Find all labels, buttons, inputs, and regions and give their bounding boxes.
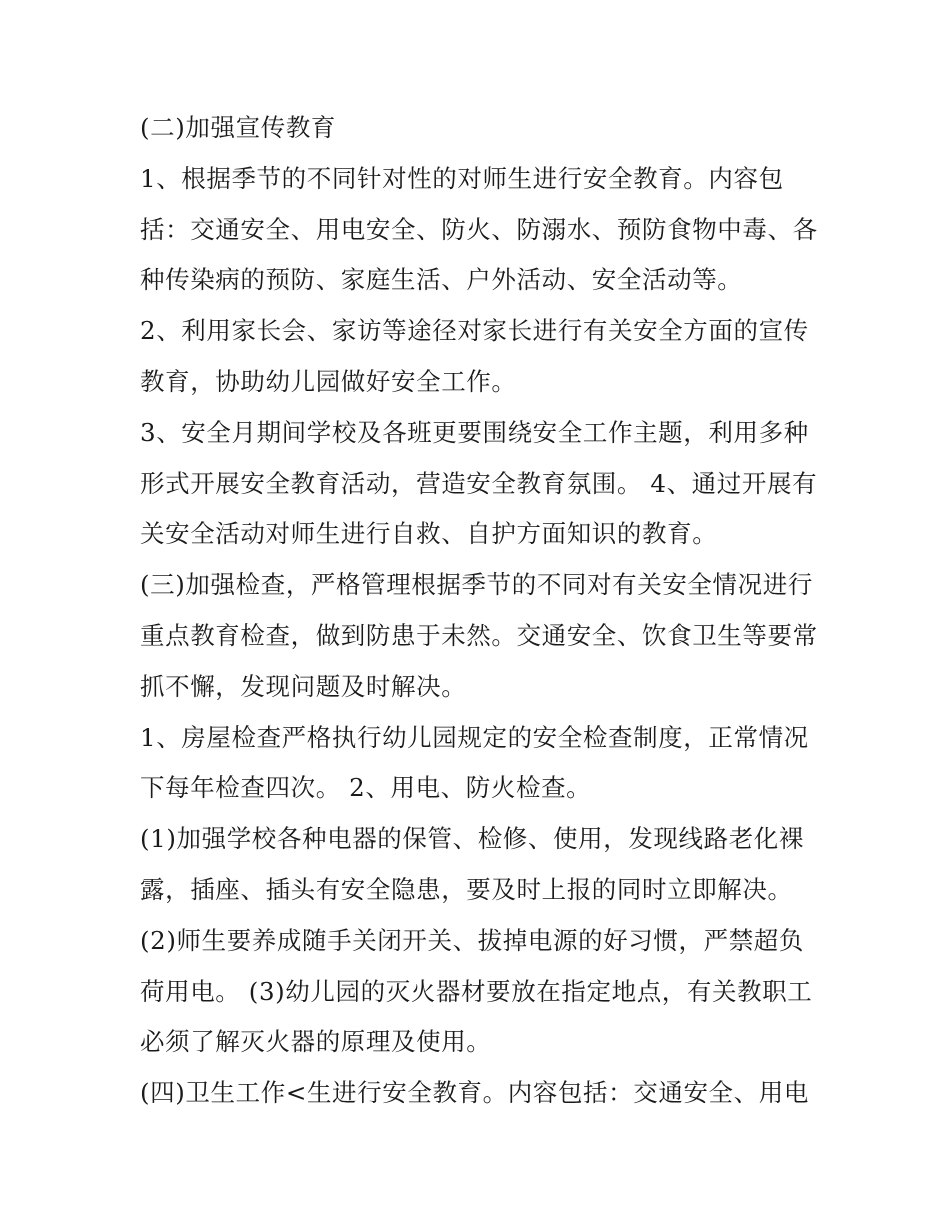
text-line: 下每年检查四次。 2、用电、防火检查。 bbox=[140, 773, 592, 803]
text-line: 必须了解灭火器的原理及使用。 bbox=[140, 1027, 492, 1057]
text-line: 荷用电。 (3)幼儿园的灭火器材要放在指定地点，有关教职工 bbox=[140, 976, 813, 1006]
text-line: 形式开展安全教育活动，营造安全教育氛围。 4、通过开展有 bbox=[140, 468, 818, 498]
text-line: 1、根据季节的不同针对性的对师生进行安全教育。内容包 bbox=[140, 163, 784, 193]
text-line: 露，插座、插头有安全隐患，要及时上报的同时立即解决。 bbox=[140, 874, 793, 904]
text-line: 1、房屋检查严格执行幼儿园规定的安全检查制度，正常情况 bbox=[140, 722, 809, 752]
text-line: 抓不懈，发现问题及时解决。 bbox=[140, 671, 467, 701]
text-line: 教育，协助幼儿园做好安全工作。 bbox=[140, 366, 517, 396]
text-line: 3、安全月期间学校及各班更要围绕安全工作主题，利用多种 bbox=[140, 417, 809, 447]
text-line: (四)卫生工作<生进行安全教育。内容包括：交通安全、用电 bbox=[140, 1078, 809, 1108]
text-line: 2、利用家长会、家访等途径对家长进行有关安全方面的宣传 bbox=[140, 316, 809, 346]
text-line: 重点教育检查，做到防患于未然。交通安全、饮食卫生等要常 bbox=[140, 620, 818, 650]
text-line: (2)师生要养成随手关闭开关、拔掉电源的好习惯，严禁超负 bbox=[140, 925, 805, 955]
text-line: (二)加强宣传教育 bbox=[140, 113, 337, 142]
text-line: 种传染病的预防、家庭生活、户外活动、安全活动等。 bbox=[140, 265, 743, 295]
text-line: (1)加强学校各种电器的保管、检修、使用，发现线路老化裸 bbox=[140, 824, 805, 854]
text-line: 括：交通安全、用电安全、防火、防溺水、预防食物中毒、各 bbox=[140, 214, 818, 244]
document-body bbox=[140, 103, 820, 1119]
text-line: 关安全活动对师生进行自救、自护方面知识的教育。 bbox=[140, 519, 718, 549]
text-line: (三)加强检查，严格管理根据季节的不同对有关安全情况进行 bbox=[140, 570, 813, 600]
